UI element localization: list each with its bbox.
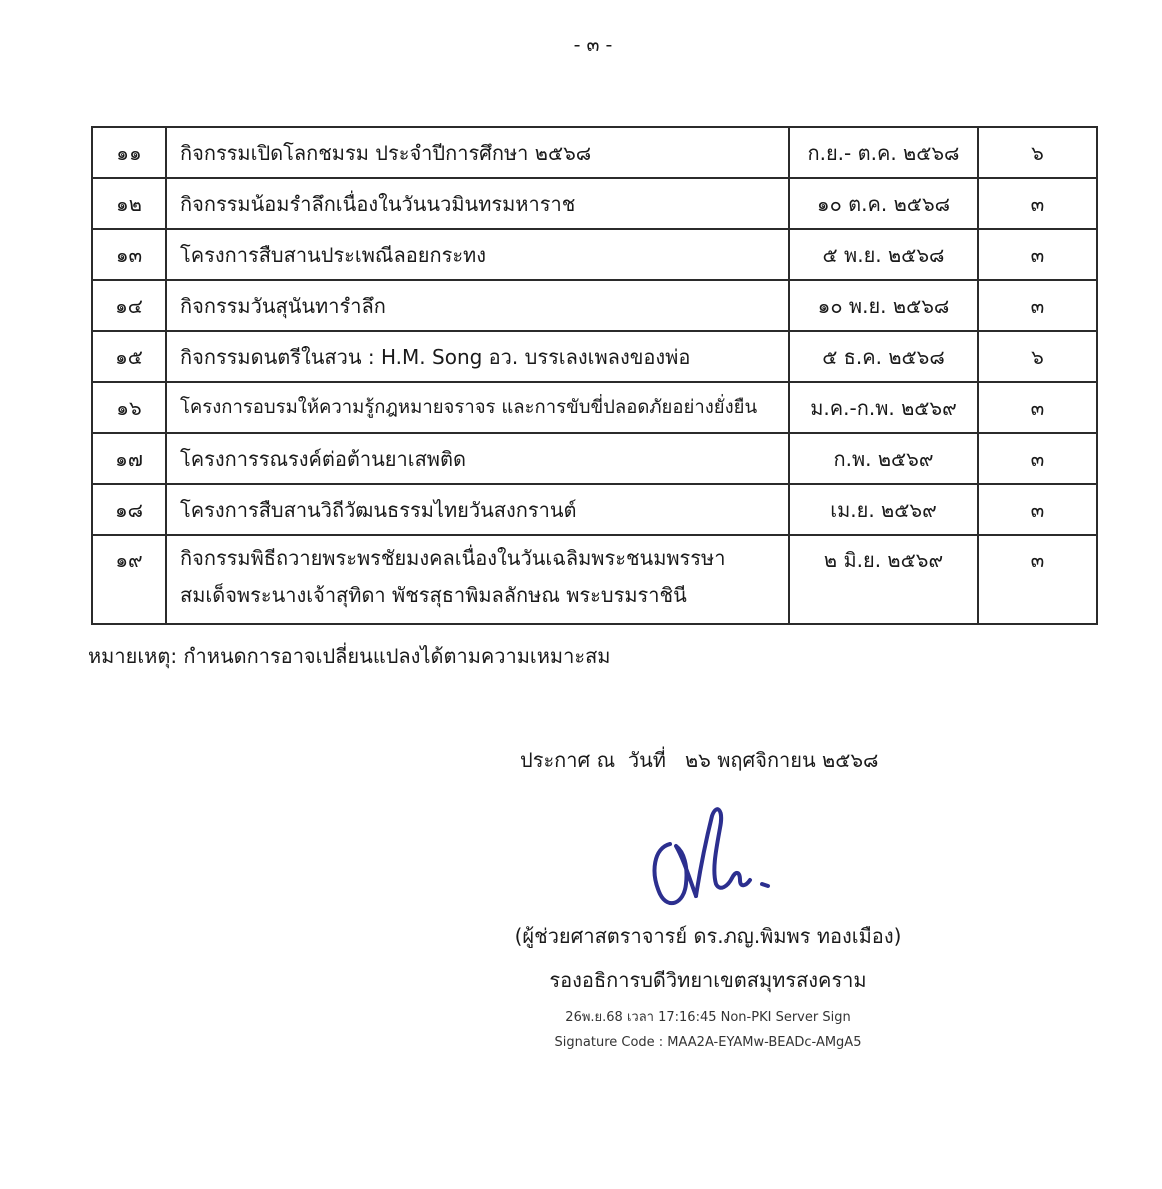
signature-timestamp: 26พ.ย.68 เวลา 17:16:45 Non-PKI Server Sign	[565, 1010, 851, 1025]
activity-name: กิจกรรมเปิดโลกชมรม ประจำปีการศึกษา ๒๕๖๘	[166, 127, 789, 178]
table-row	[92, 280, 1097, 331]
activity-name	[166, 535, 789, 624]
row-number: ๑๓	[92, 229, 166, 280]
row-number: ๑๗	[92, 433, 166, 484]
row-number: ๑๕	[92, 331, 166, 382]
activity-date: ๕ พ.ย. ๒๕๖๘	[789, 229, 978, 280]
activity-count: ๓	[978, 280, 1097, 331]
activity-date: ก.พ. ๒๕๖๙	[789, 433, 978, 484]
activity-date: ๑๐ พ.ย. ๒๕๖๘	[789, 280, 978, 331]
activity-date: ม.ค.-ก.พ. ๒๕๖๙	[789, 382, 978, 433]
signer-title: รองอธิการบดีวิทยาเขตสมุทรสงคราม	[549, 968, 867, 992]
note: หมายเหตุ: กำหนดการอาจเปลี่ยนแปลงได้ตามความเหมาะสม	[88, 644, 611, 668]
activity-count: ๓	[978, 484, 1097, 535]
activity-schedule-table	[91, 126, 1098, 625]
table-row	[92, 331, 1097, 382]
activity-date: ๕ ธ.ค. ๒๕๖๘	[789, 331, 978, 382]
handwritten-signature	[640, 800, 780, 920]
activity-name: กิจกรรมวันสุนันทารำลึก	[166, 280, 789, 331]
activity-name: โครงการสืบสานวิถีวัฒนธรรมไทยวันสงกรานต์	[166, 484, 789, 535]
signature-code: Signature Code : MAA2A-EYAMw-BEADc-AMgA5	[554, 1035, 862, 1050]
page-number: - ๓ -	[573, 34, 613, 56]
announcement-date: ประกาศ ณ วันที่ ๒๖ พฤศจิกายน ๒๕๖๘	[520, 748, 879, 772]
row-number: ๑๘	[92, 484, 166, 535]
activity-name-line-1: กิจกรรมพิธีถวายพระพรชัยมงคลเนื่องในวันเฉลิมพระชนมพรรษา	[180, 546, 726, 570]
table-row	[92, 382, 1097, 433]
activity-count: ๖	[978, 331, 1097, 382]
activity-name: กิจกรรมดนตรีในสวน : H.M. Song อว. บรรเลงเพลงของพ่อ	[166, 331, 789, 382]
activity-date: ก.ย.- ต.ค. ๒๕๖๘	[789, 127, 978, 178]
table-row	[92, 178, 1097, 229]
activity-count: ๓	[978, 433, 1097, 484]
table-row	[92, 229, 1097, 280]
activity-name: กิจกรรมน้อมรำลึกเนื่องในวันนวมินทรมหาราช	[166, 178, 789, 229]
table-row	[92, 433, 1097, 484]
activity-date: ๑๐ ต.ค. ๒๕๖๘	[789, 178, 978, 229]
row-number: ๑๑	[92, 127, 166, 178]
activity-count: ๖	[978, 127, 1097, 178]
row-number: ๑๒	[92, 178, 166, 229]
signer-name: (ผู้ช่วยศาสตราจารย์ ดร.ภญ.พิมพร ทองเมือง)	[514, 924, 902, 948]
activity-date: ๒ มิ.ย. ๒๕๖๙	[789, 535, 978, 624]
row-number: ๑๔	[92, 280, 166, 331]
activity-count: ๓	[978, 382, 1097, 433]
table-row	[92, 127, 1097, 178]
activity-name: โครงการสืบสานประเพณีลอยกระทง	[166, 229, 789, 280]
row-number: ๑๙	[92, 535, 166, 624]
table-row	[92, 535, 1097, 624]
activity-count: ๓	[978, 178, 1097, 229]
activity-date: เม.ย. ๒๕๖๙	[789, 484, 978, 535]
activity-name: โครงการรณรงค์ต่อต้านยาเสพติด	[166, 433, 789, 484]
activity-count: ๓	[978, 535, 1097, 624]
row-number: ๑๖	[92, 382, 166, 433]
table-row	[92, 484, 1097, 535]
activity-name-line-2: สมเด็จพระนางเจ้าสุทิดา พัชรสุธาพิมลลักษณ พระบรมราชินี	[180, 583, 687, 607]
activity-count: ๓	[978, 229, 1097, 280]
activity-name: โครงการอบรมให้ความรู้กฎหมายจราจร และการขับขี่ปลอดภัยอย่างยั่งยืน	[166, 382, 789, 433]
